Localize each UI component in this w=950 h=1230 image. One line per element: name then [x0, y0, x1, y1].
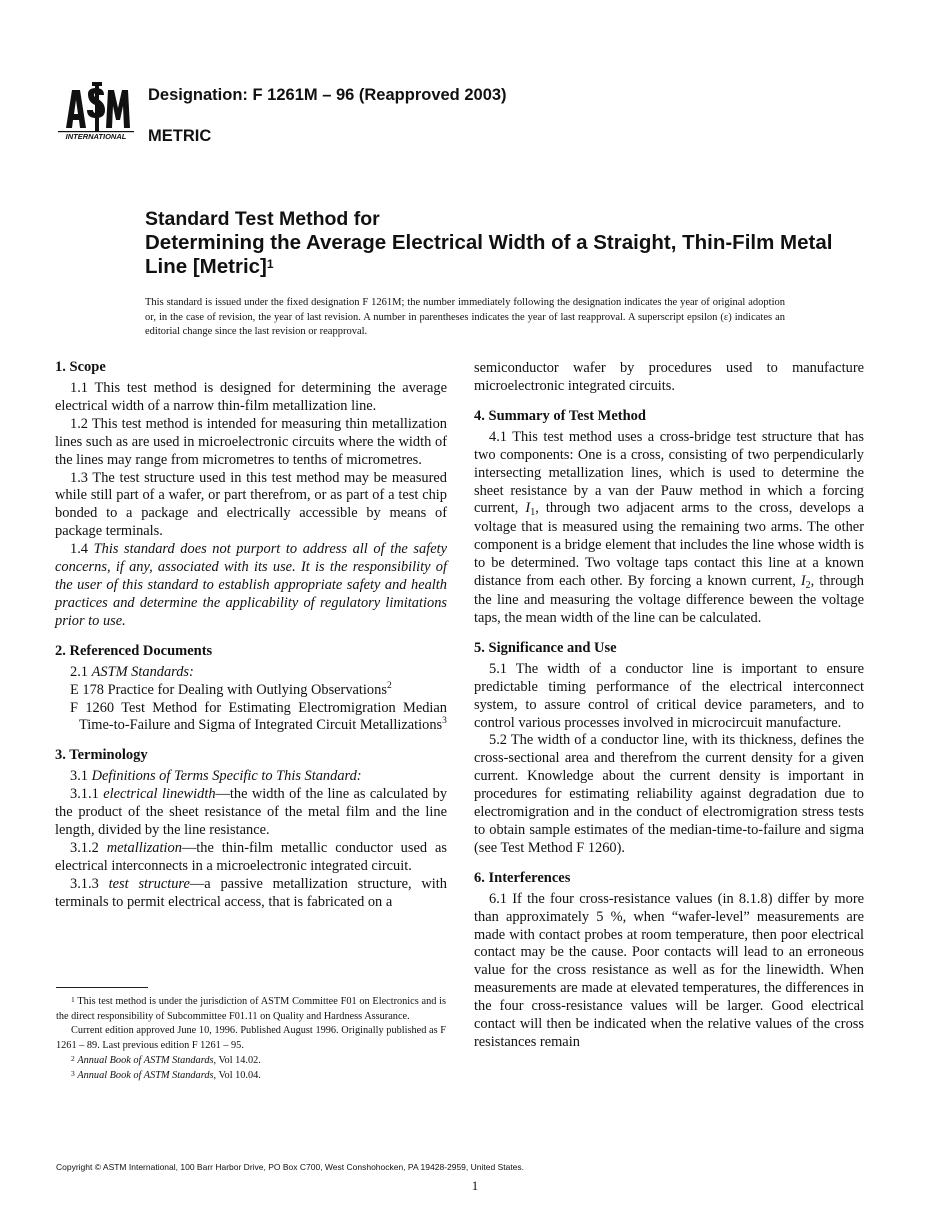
footnote-title: Annual Book of ASTM Standards — [77, 1069, 214, 1081]
paragraph-5-1: 5.1 The width of a conductor line is important to ensure predictable timing performance of the electrical interconnect system, to assure control of critical device parameters, and to control various processes involved in microcircuit manufacture. — [474, 660, 864, 731]
footnote-text: , Vol 14.02. — [213, 1054, 261, 1066]
section-heading-summary: 4. Summary of Test Method — [474, 407, 646, 424]
definition-test-structure — [55, 876, 447, 912]
definition-text: —a passive metallization structure, with terminals to permit electrical access, that is fabricated on a — [55, 875, 447, 910]
section-heading-significance: 5. Significance and Use — [474, 639, 617, 656]
paragraph-number: 3.1.2 — [70, 839, 99, 856]
metric-label: METRIC — [148, 127, 212, 145]
summary-text-b: , through two adjacent arms to the cross, develops a voltage that is measured using the remaining two arms. The other component is a bridge element that includes the line whose width is to be determined. Two voltage taps contact this line at a known distance from each other. By forcing a known current, — [474, 500, 864, 590]
paragraph-1-3: 1.3 The test structure used in this test method may be measured while still part of a wafer, or part therefrom, or as part of a test chip bonded to a package and electrically accessible by means of package terminals. — [55, 469, 447, 540]
paragraph-2-1 — [55, 664, 447, 682]
footnote-mark: 3 — [442, 716, 447, 727]
summary-text-c: , through the line and measuring the voltage difference beween the voltage taps, the mean width of the line can be calculated. — [474, 573, 864, 626]
footnote-1 — [56, 995, 446, 1024]
issuance-notice: This standard is issued under the fixed designation F 1261M; the number immediately following the designation indicates the year of original adoption or, in the case of revision, the year of last revision. A number in parentheses indicates the year of last reapproval. A superscript epsilon (ε) indicates an editorial change since the last revision or reapproval. — [145, 297, 785, 338]
definition-test-structure-continued: semiconductor wafer by procedures used to manufacture microelectronic integrated circuits. — [474, 360, 864, 394]
title-line-2 — [145, 231, 845, 279]
definition-text: —the thin-film metallic conductor used as electrical interconnects in a microelectronic integrated circuit. — [55, 839, 447, 874]
astm-logo-icon — [58, 76, 134, 142]
title-main: Determining the Average Electrical Width of a Straight, Thin-Film Metal Line [Metric] — [145, 231, 833, 278]
term: metallization — [106, 839, 182, 856]
title-footnote-mark: 1 — [266, 257, 274, 271]
footnote-text: This test method is under the jurisdiction of ASTM Committee F01 on Electronics and is the direct responsibility of Subcommittee F01.11 on Quality and Hardness Assurance. — [56, 996, 446, 1022]
footnote-1-continued: Current edition approved June 10, 1996. Published August 1996. Originally published as F 1261 – 89. Last previous edition F 1261 – 95. — [56, 1025, 446, 1052]
definition-metallization — [55, 840, 447, 876]
reference-e178 — [55, 682, 447, 700]
footnote-3 — [56, 1069, 446, 1084]
copyright-notice: Copyright © ASTM International, 100 Barr Harbor Drive, PO Box C700, West Conshohocken, PA 19428-2959, United States. — [56, 1162, 525, 1172]
footnote-rule — [56, 987, 148, 988]
paragraph-4-1 — [474, 429, 864, 628]
right-column — [474, 360, 864, 1052]
paragraph-number: 2.1 — [70, 663, 88, 680]
footnote-2 — [56, 1054, 446, 1069]
subscript-2: 2 — [805, 580, 811, 592]
section-heading-referenced-documents: 2. Referenced Documents — [55, 642, 213, 659]
summary-text-a: 4.1 This test method uses a cross-bridge test structure that has two components: One is a cross, consisting of two perpendicularly intersecting metallization lines, which is used to determine the sheet resistance by a van der Pauw method in which a forcing current, — [474, 428, 864, 517]
footnote-title: Annual Book of ASTM Standards — [77, 1054, 214, 1066]
current-variable-1: I — [525, 500, 531, 517]
footnote-text: , Vol 10.04. — [213, 1069, 261, 1081]
reference-text: F 1260 Test Method for Estimating Electromigration Median Time-to-Failure and Sigma of Integrated Circuit Metallizations — [70, 699, 447, 734]
paragraph-number: 3.1.1 — [70, 786, 99, 803]
title-line-1: Standard Test Method for — [145, 208, 380, 230]
paragraph-number: 3.1.3 — [70, 875, 99, 892]
definition-text: —the width of the line as calculated by the product of the sheet resistance of the metal film and the line length, divided by the line resistance. — [55, 786, 448, 839]
paragraph-5-2: 5.2 The width of a conductor line, with its thickness, defines the cross-sectional area and therefrom the current density for a given current. Knowledge about the current density is important in procedures for estimating reliability against degradation due to electromigration and in the conduct of electromigration stress tests to obtain sample estimates of the median-time-to-failure and sigma (see Test Method F 1260). — [474, 732, 864, 856]
footnote-mark: 2 — [71, 1053, 75, 1063]
left-column — [55, 358, 447, 912]
definitions-label: Definitions of Terms Specific to This Standard: — [91, 768, 362, 785]
paragraph-1-4 — [55, 541, 447, 631]
footnote-mark: 1 — [71, 995, 75, 1004]
section-heading-scope: 1. Scope — [55, 359, 106, 375]
term: test structure — [108, 875, 190, 892]
definition-electrical-linewidth — [55, 786, 447, 840]
paragraph-number: 3.1 — [70, 768, 88, 785]
section-heading-terminology: 3. Terminology — [55, 747, 148, 764]
document-title — [145, 207, 845, 279]
paragraph-6-1: 6.1 If the four cross-resistance values (in 8.1.8) differ by more than approximately 5 %, when “wafer-level” measurements are made with contact probes at room temperature, then poor electrical contact may be the cause. Poor contacts will lead to an erroneous value for the cross resistance as well as for the linewidth. When measurements are made at elevated temperatures, the differences in the four cross-resistance values will be larger. Good electrical contact will then be indicated when the relative values of the cross resistances remain — [474, 890, 864, 1050]
paragraph-1-2: 1.2 This test method is intended for measuring thin metallization lines such as are used in microelectronic circuits where the width of the lines may range from micrometres to tenths of micrometres. — [55, 415, 447, 468]
footnote-mark: 2 — [386, 680, 392, 691]
paragraph-3-1 — [55, 768, 447, 786]
designation: Designation: F 1261M – 96 (Reapproved 2003) — [148, 86, 507, 104]
subscript-1: 1 — [530, 507, 536, 519]
term: electrical linewidth — [103, 786, 216, 803]
reference-text: E 178 Practice for Dealing with Outlying Observations — [70, 681, 387, 698]
section-heading-interferences: 6. Interferences — [474, 869, 571, 886]
astm-standards-label: ASTM Standards: — [91, 663, 194, 680]
current-variable-2: I — [800, 573, 806, 590]
logo-wordmark: INTERNATIONAL — [65, 132, 127, 141]
reference-f1260 — [55, 700, 447, 736]
paragraph-1-1: 1.1 This test method is designed for determining the average electrical width of a narrow thin-film metallization line. — [55, 380, 447, 414]
safety-text: This standard does not purport to address all of the safety concerns, if any, associated with its use. It is the responsibility of the user of this standard to establish appropriate safety and health practices and determine the applicability of regulatory limitations prior to use. — [55, 541, 447, 629]
page-number: 1 — [471, 1178, 479, 1193]
footnote-mark: 3 — [71, 1068, 75, 1078]
paragraph-number: 1.4 — [70, 541, 88, 558]
footnotes — [56, 995, 446, 1083]
